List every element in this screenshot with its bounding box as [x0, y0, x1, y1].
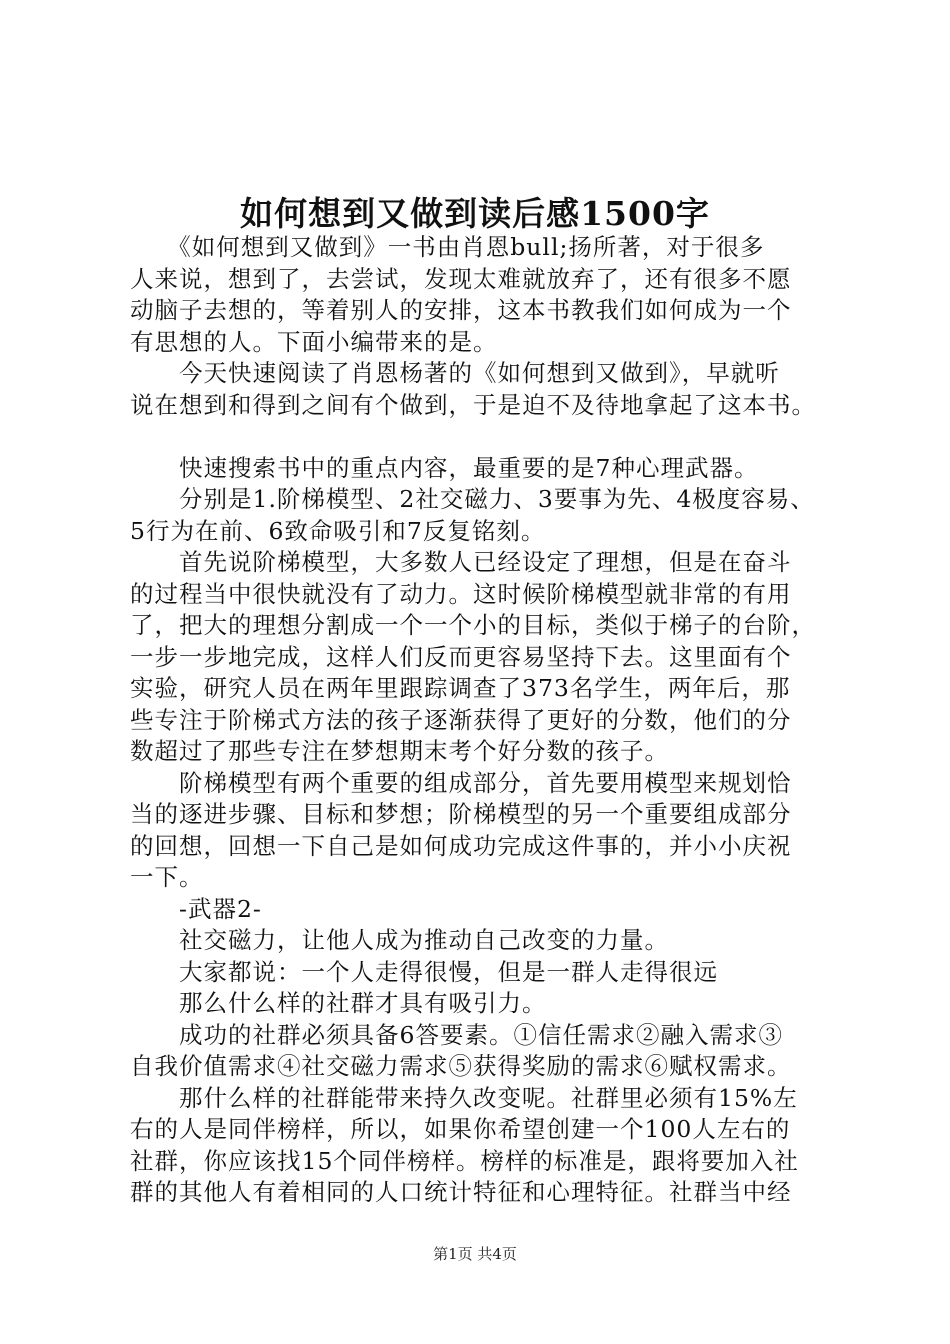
- text-line: 快速搜索书中的重点内容，最重要的是7种心理武器。: [130, 453, 759, 482]
- text-line: 大家都说：一个人走得很慢，但是一群人走得很远: [130, 957, 718, 986]
- text-line: 的回想，回想一下自己是如何成功完成这件事的，并小小庆祝: [130, 831, 792, 860]
- text-line: 阶梯模型有两个重要的组成部分，首先要用模型来规划恰: [130, 768, 792, 797]
- document-body: [130, 232, 850, 1209]
- text-line: -武器2-: [130, 894, 262, 923]
- text-line: 今天快速阅读了肖恩杨著的《如何想到又做到》，早就听: [130, 359, 780, 387]
- text-line: 那什么样的社群能带来持久改变呢。社群里必须有15%左: [130, 1083, 798, 1112]
- document-title: 如何想到又做到读后感1500字: [240, 194, 710, 233]
- text-line: 那么什么样的社群才具有吸引力。: [130, 989, 547, 1017]
- text-line: 右的人是同伴榜样，所以，如果你希望创建一个100人左右的: [130, 1115, 791, 1143]
- text-line: 人来说，想到了，去尝试，发现太难就放弃了，还有很多不愿: [130, 264, 792, 293]
- text-line: 了，把大的理想分割成一个一个小的目标，类似于梯子的台阶，: [130, 611, 816, 639]
- text-line: 《如何想到又做到》一书由肖恩bull;扬所著，对于很多: [130, 233, 765, 261]
- text-line: 自我价值需求④社交磁力需求⑤获得奖励的需求⑥赋权需求。: [130, 1052, 792, 1080]
- text-line: 一步一步地完成，这样人们反而更容易坚持下去。这里面有个: [130, 642, 792, 671]
- text-line: 动脑子去想的，等着别人的安排，这本书教我们如何成为一个: [130, 296, 792, 324]
- page-footer: 第1页 共4页: [433, 1245, 517, 1263]
- text-line: 说在想到和得到之间有个做到，于是迫不及待地拿起了这本书。: [130, 390, 816, 419]
- text-line: 社交磁力，让他人成为推动自己改变的力量。: [130, 926, 669, 954]
- text-line: 分别是1.阶梯模型、2社交磁力、3要事为先、4极度容易、: [130, 485, 815, 513]
- text-line: 社群，你应该找15个同伴榜样。榜样的标准是，跟将要加入社: [130, 1146, 799, 1175]
- text-line: 5行为在前、6致命吸引和7反复铭刻。: [130, 516, 546, 545]
- text-line: 有思想的人。下面小编带来的是。: [130, 327, 498, 356]
- text-line: 些专注于阶梯式方法的孩子逐渐获得了更好的分数，他们的分: [130, 705, 792, 734]
- text-line: 群的其他人有着相同的人口统计特征和心理特征。社群当中经: [130, 1178, 792, 1206]
- text-line: 当的逐进步骤、目标和梦想；阶梯模型的另一个重要组成部分: [130, 800, 792, 828]
- text-line: 实验，研究人员在两年里跟踪调查了373名学生，两年后，那: [130, 674, 791, 702]
- text-line: 数超过了那些专注在梦想期末考个好分数的孩子。: [130, 737, 669, 765]
- text-line: 一下。: [130, 863, 204, 891]
- text-line: 成功的社群必须具备6答要素。①信任需求②融入需求③: [130, 1020, 783, 1049]
- paragraph-gap: [130, 421, 850, 453]
- text-line: 的过程当中很快就没有了动力。这时候阶梯模型就非常的有用: [130, 579, 792, 608]
- text-line: 首先说阶梯模型，大多数人已经设定了理想，但是在奋斗: [130, 548, 792, 576]
